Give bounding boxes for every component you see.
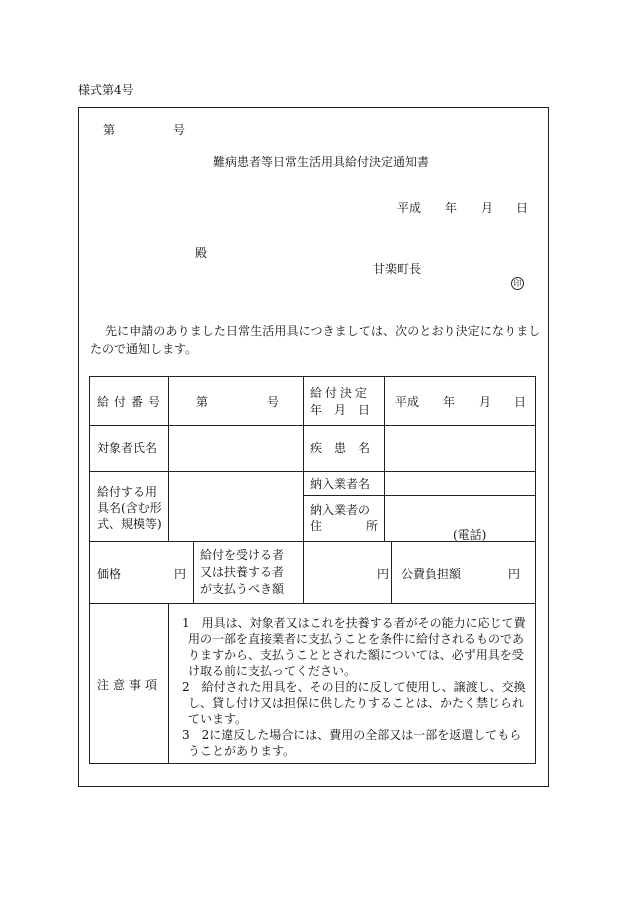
vendor-phone-label: (電話) bbox=[453, 528, 487, 542]
decision-date-label-line2: 年 月 日 bbox=[310, 403, 371, 417]
notes-line: 3 2に違反した場合には、費用の全部又は一部を返還してもら bbox=[182, 728, 522, 742]
vendor-address-label-line1: 納入業者の bbox=[310, 503, 371, 517]
notes-line: し、貸し付け又は担保に供したりすることは、かたく禁じられ bbox=[188, 696, 525, 710]
vendor-address-label-a: 住 bbox=[310, 519, 323, 533]
item-name-label-line2: 具名(含む形 bbox=[97, 501, 162, 515]
seal-icon: 印 bbox=[511, 277, 524, 290]
date-year: 年 bbox=[445, 201, 458, 215]
notes-line: 2 給付された用具を、その目的に反して使用し、譲渡し、交換 bbox=[182, 680, 526, 694]
benefit-number-suffix: 号 bbox=[267, 395, 280, 409]
date-era: 平成 bbox=[397, 201, 422, 215]
benefit-number-label-text: 給付番号 bbox=[97, 395, 166, 409]
item-name-label-line1: 給付する用 bbox=[97, 485, 158, 499]
notes-line: 用の一部を直接業者に支払うことを条件に給付されるものであ bbox=[188, 632, 525, 646]
body-text-line2: たので通知します。 bbox=[90, 342, 198, 356]
form-label: 様式第4号 bbox=[78, 83, 134, 97]
doc-number-prefix: 第 bbox=[103, 123, 116, 137]
notes-line: うことがあります。 bbox=[188, 744, 296, 758]
payer-label-line1: 給付を受ける者 bbox=[200, 548, 285, 562]
decision-date-year: 年 bbox=[443, 395, 456, 409]
body-text-line1: 先に申請のありました日常生活用具につきましては、次のとおり決定になりまし bbox=[105, 324, 541, 338]
document-title: 難病患者等日常生活用具給付決定通知書 bbox=[212, 155, 429, 169]
payer-label-line3: が支払うべき額 bbox=[200, 582, 285, 596]
benefit-number-label bbox=[97, 395, 166, 409]
decision-date-era: 平成 bbox=[395, 395, 420, 409]
public-burden-label: 公費負担額 bbox=[401, 567, 462, 581]
notes-line: りますから、支払うこととされた額については、必ず用具を受 bbox=[188, 648, 524, 662]
notes-line: ています。 bbox=[188, 712, 248, 726]
notes-label: 注意事項 bbox=[97, 678, 162, 692]
decision-date-day: 日 bbox=[514, 395, 527, 409]
benefit-number-prefix: 第 bbox=[196, 395, 209, 409]
date-month: 月 bbox=[481, 201, 494, 215]
payer-amount-unit: 円 bbox=[377, 567, 390, 581]
issuer-name: 甘楽町長 bbox=[373, 262, 422, 276]
notes-line: け取る前に支払ってください。 bbox=[188, 664, 357, 678]
item-name-label-line3: 式、規模等) bbox=[97, 517, 162, 531]
price-unit: 円 bbox=[174, 567, 187, 581]
decision-date-month: 月 bbox=[479, 395, 492, 409]
date-day: 日 bbox=[516, 201, 529, 215]
decision-date-label-line1: 給付決定 bbox=[310, 386, 371, 400]
public-burden-unit: 円 bbox=[508, 567, 521, 581]
payer-label-line2: 又は扶養する者 bbox=[200, 565, 285, 579]
notes-line: 1 用具は、対象者又はこれを扶養する者がその能力に応じて費 bbox=[182, 616, 526, 630]
price-label: 価格 bbox=[97, 567, 122, 581]
doc-number-suffix: 号 bbox=[173, 123, 186, 137]
disease-name-label: 疾 患 名 bbox=[310, 441, 371, 455]
vendor-name-label: 納入業者名 bbox=[310, 477, 371, 491]
vendor-address-label-b: 所 bbox=[366, 519, 379, 533]
recipient-honorific: 殿 bbox=[195, 246, 208, 260]
recipient-name-label: 対象者氏名 bbox=[97, 441, 158, 455]
